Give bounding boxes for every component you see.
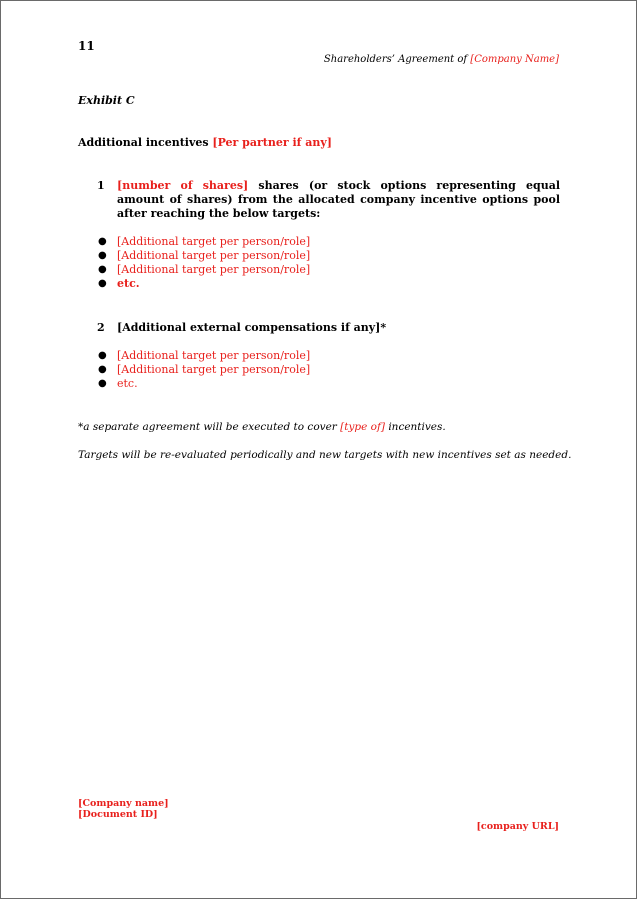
list-item — [98, 277, 310, 291]
list-item — [98, 249, 310, 263]
targets-note: Targets will be re-evaluated periodically and new targets with new incentives set as needed. — [78, 449, 572, 461]
company-name-placeholder: [Company Name] — [470, 54, 559, 65]
list-item-text: [Additional target per person/role] — [117, 363, 311, 376]
list-item-text: etc. — [117, 277, 140, 290]
bullet-icon: ● — [98, 250, 107, 261]
bullet-icon: ● — [98, 364, 107, 375]
separate-agreement-note — [78, 421, 446, 433]
list-item — [98, 363, 310, 377]
section-title — [78, 136, 332, 149]
list-item-text: etc. — [117, 377, 138, 390]
bullet-icon: ● — [98, 350, 107, 361]
list-item — [98, 263, 310, 277]
running-header — [324, 54, 559, 65]
section-title-text: Additional incentives — [78, 136, 213, 149]
list-item-text: [Additional target per person/role] — [117, 349, 311, 362]
footer-document-id: [Document ID] — [78, 809, 158, 820]
item-2-text: [Additional external compensations if any]* — [117, 321, 387, 334]
list-item — [98, 349, 310, 363]
item-1-bullet-list — [98, 235, 310, 291]
bullet-icon: ● — [98, 236, 107, 247]
section-title-placeholder: [Per partner if any] — [212, 136, 332, 149]
footer-left — [78, 798, 169, 820]
bullet-icon: ● — [98, 378, 107, 389]
note-text-after: incentives. — [384, 421, 446, 433]
item-1-description: shares (or stock options representing equal amount of shares) from the allocated company incentive options pool after reaching the below targets: — [117, 179, 561, 220]
running-header-title: Shareholders’ Agreement of — [323, 54, 471, 65]
type-of-placeholder: [type of] — [340, 421, 385, 433]
footer-company-url: [company URL] — [476, 821, 559, 832]
item-2-number: 2 — [97, 321, 105, 334]
list-item — [98, 377, 310, 391]
bullet-icon: ● — [98, 264, 107, 275]
footer-company-name: [Company name] — [78, 798, 169, 809]
list-item-text: [Additional target per person/role] — [117, 249, 311, 262]
note-text-before: *a separate agreement will be executed to cover — [78, 421, 341, 433]
item-1-number: 1 — [97, 179, 105, 192]
number-of-shares-placeholder: [number of shares] — [117, 179, 249, 192]
item-1-text — [117, 179, 560, 221]
exhibit-label: Exhibit C — [78, 94, 135, 107]
bullet-icon: ● — [98, 278, 107, 289]
page-number: 11 — [78, 39, 95, 53]
list-item — [98, 235, 310, 249]
list-item-text: [Additional target per person/role] — [117, 263, 311, 276]
item-2-bullet-list — [98, 349, 310, 391]
list-item-text: [Additional target per person/role] — [117, 235, 311, 248]
